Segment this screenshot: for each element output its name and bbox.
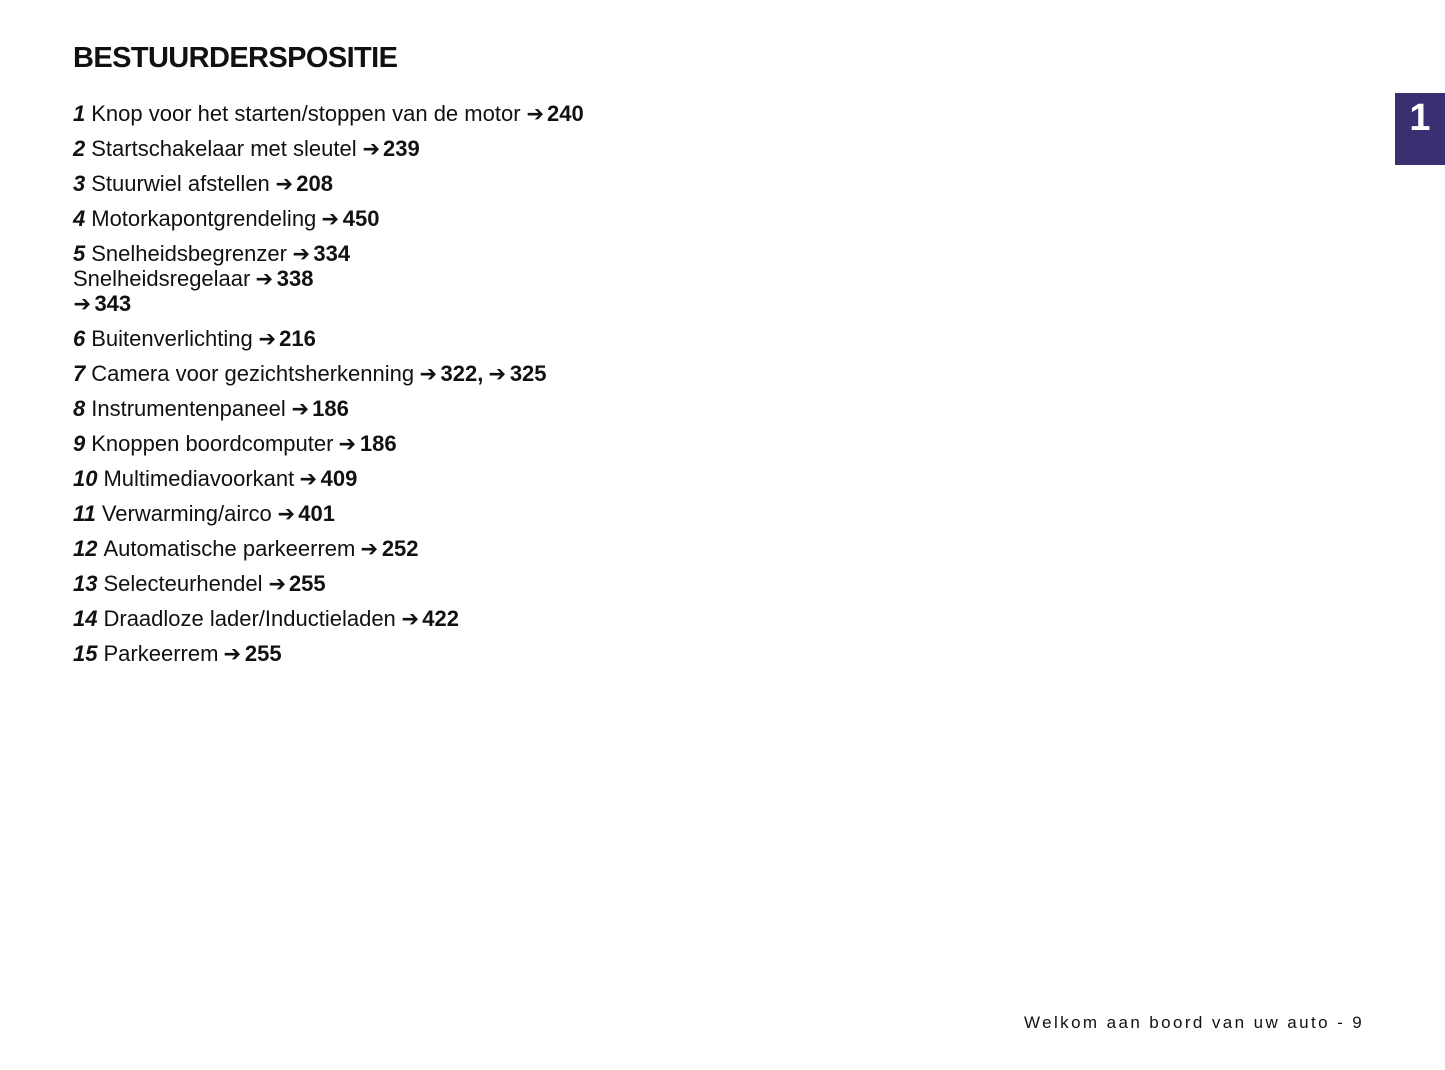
arrow-right-icon: ➔ (419, 361, 438, 386)
page-reference-link[interactable]: 422 (422, 606, 459, 631)
item-label: Parkeerrem (103, 641, 219, 666)
item-number: 14 (73, 606, 98, 631)
list-item (73, 536, 584, 561)
list-item (73, 571, 584, 596)
page-reference-link[interactable]: 401 (298, 501, 335, 526)
list-item-line (73, 171, 333, 196)
control-index-list (73, 101, 584, 676)
page-reference-link[interactable]: 216 (279, 326, 316, 351)
item-number: 12 (73, 536, 98, 561)
list-item-line (73, 571, 326, 596)
page-reference-link[interactable]: 186 (312, 396, 349, 421)
item-number: 8 (73, 396, 86, 421)
arrow-right-icon: ➔ (267, 571, 286, 596)
page-footer: Welkom aan boord van uw auto - 9 (1024, 1013, 1365, 1032)
arrow-right-icon: ➔ (525, 101, 544, 126)
page-reference-link[interactable]: 409 (320, 466, 358, 491)
item-number: 2 (73, 136, 86, 161)
list-item (73, 606, 584, 631)
arrow-right-icon: ➔ (258, 326, 276, 351)
item-label: Knoppen boordcomputer (91, 431, 334, 456)
arrow-right-icon: ➔ (73, 291, 91, 316)
list-item-line (73, 291, 584, 316)
arrow-right-icon: ➔ (299, 466, 318, 491)
list-item (73, 136, 584, 161)
list-item (73, 641, 584, 666)
item-number: 4 (73, 206, 86, 231)
list-item-line (73, 361, 547, 386)
item-label: Stuurwiel afstellen (91, 171, 270, 196)
list-item-line (73, 206, 379, 231)
item-label: Multimediavoorkant (103, 466, 295, 491)
item-number: 11 (73, 501, 96, 526)
item-label: Buitenverlichting (91, 326, 253, 351)
ref-separator: , (477, 361, 484, 386)
arrow-right-icon: ➔ (360, 536, 379, 561)
list-item-line (73, 466, 357, 491)
page-reference-link[interactable]: 252 (381, 536, 419, 561)
list-item-line (73, 266, 584, 291)
list-item (73, 466, 584, 491)
page-reference-link[interactable]: 186 (359, 431, 397, 456)
item-number: 6 (73, 326, 86, 351)
arrow-right-icon: ➔ (277, 501, 295, 526)
arrow-right-icon: ➔ (255, 266, 274, 291)
list-item (73, 206, 584, 231)
arrow-right-icon: ➔ (401, 606, 419, 631)
list-item-line (73, 101, 584, 126)
list-item (73, 101, 584, 126)
list-item-line (73, 431, 397, 456)
item-label: Startschakelaar met sleutel (91, 136, 357, 161)
page-reference-link[interactable]: 255 (288, 571, 326, 596)
item-label: Camera voor gezichtsherkenning (91, 361, 415, 386)
item-label: Snelheidsregelaar (73, 266, 251, 291)
item-number: 3 (73, 171, 86, 196)
list-item (73, 396, 584, 421)
arrow-right-icon: ➔ (321, 206, 340, 231)
item-label: Verwarming/airco (101, 501, 272, 526)
page-reference-link[interactable]: 343 (94, 291, 132, 316)
item-label: Motorkapontgrendeling (91, 206, 317, 231)
list-item-line (73, 396, 349, 421)
page-title: BESTUURDERSPOSITIE (73, 42, 398, 74)
item-label: Draadloze lader/Inductieladen (103, 606, 396, 631)
item-number: 7 (73, 361, 86, 386)
list-item (73, 171, 584, 196)
page-reference-link[interactable]: 255 (244, 641, 282, 666)
item-label: Knop voor het starten/stoppen van de motor (91, 101, 521, 126)
list-item-line (73, 326, 316, 351)
page-reference-link[interactable]: 322 (440, 361, 478, 386)
page-reference-link[interactable]: 208 (296, 171, 333, 196)
list-item (73, 431, 584, 456)
page-reference-link[interactable]: 334 (313, 241, 351, 266)
chapter-tab[interactable]: 1 (1395, 93, 1445, 165)
list-item (73, 501, 584, 526)
arrow-right-icon: ➔ (292, 241, 310, 266)
arrow-right-icon: ➔ (291, 396, 309, 421)
list-item-line (73, 536, 419, 561)
arrow-right-icon: ➔ (275, 171, 293, 196)
item-label: Selecteurhendel (103, 571, 263, 596)
item-label: Automatische parkeerrem (103, 536, 356, 561)
list-item-line (73, 501, 335, 526)
item-label: Instrumentenpaneel (91, 396, 286, 421)
list-item (73, 361, 584, 386)
list-item-line (73, 241, 584, 266)
page-reference-link[interactable]: 450 (342, 206, 380, 231)
list-item-line (73, 641, 282, 666)
arrow-right-icon: ➔ (223, 641, 242, 666)
item-number: 5 (73, 241, 86, 266)
list-item (73, 326, 584, 351)
page-reference-link[interactable]: 338 (276, 266, 314, 291)
item-number: 9 (73, 431, 86, 456)
list-item-line (73, 136, 420, 161)
arrow-right-icon: ➔ (362, 136, 380, 161)
list-item (73, 241, 584, 316)
list-item-line (73, 606, 459, 631)
item-number: 1 (73, 101, 86, 126)
page-reference-link[interactable]: 240 (546, 101, 584, 126)
item-number: 15 (73, 641, 98, 666)
item-number: 10 (73, 466, 98, 491)
arrow-right-icon: ➔ (338, 431, 357, 456)
page-reference-link[interactable]: 325 (509, 361, 547, 386)
arrow-right-icon: ➔ (488, 361, 507, 386)
item-number: 13 (73, 571, 98, 596)
item-label: Snelheidsbegrenzer (91, 241, 287, 266)
page-reference-link[interactable]: 239 (383, 136, 420, 161)
